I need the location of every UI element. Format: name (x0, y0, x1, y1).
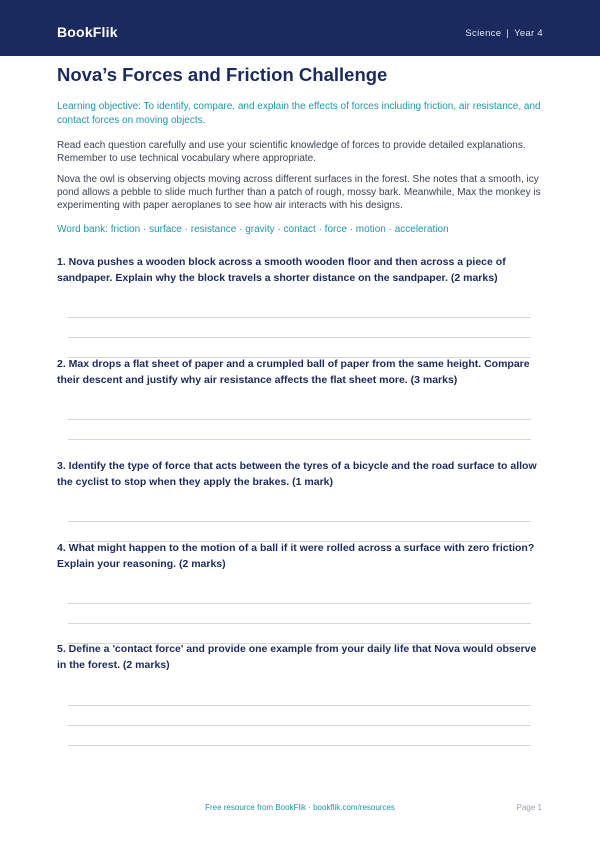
answer-line[interactable] (68, 439, 531, 440)
answer-line[interactable] (68, 725, 531, 726)
meta-separator: | (506, 28, 510, 39)
answer-line[interactable] (68, 623, 531, 624)
question-2: 2. Max drops a flat sheet of paper and a crumpled ball of paper from the same height. Compare their descent and justify why air resistance affects the flat sheet more. (3 marks) (57, 358, 530, 386)
subject-year-label (465, 28, 543, 39)
story-paragraph: Nova the owl is observing objects moving across different surfaces in the forest. She notes that a smooth, icy pond allows a pebble to slide much further than a patch of rough, mossy bark. Meanwhile, Max the monkey is experimenting with paper aeroplanes to see how air interacts with his designs. (57, 174, 541, 211)
word-bank: Word bank: friction · surface · resistance · gravity · contact · force · motion · acceleration (57, 224, 449, 235)
question-5: 5. Define a 'contact force' and provide one example from your daily life that Nova would observe in the forest. (2 marks) (57, 643, 537, 671)
answer-line[interactable] (68, 705, 531, 706)
worksheet-title: Nova’s Forces and Friction Challenge (57, 64, 388, 85)
question-3: 3. Identify the type of force that acts between the tyres of a bicycle and the road surface to allow the cyclist to stop when they apply the brakes. (1 mark) (57, 460, 537, 488)
brand-logo[interactable]: BookFlik (57, 24, 118, 40)
answer-line[interactable] (68, 745, 531, 746)
answer-line[interactable] (68, 337, 531, 338)
question-4: 4. What might happen to the motion of a ball if it were rolled across a surface with zero friction? Explain your reasoning. (2 marks) (57, 542, 535, 570)
question-1: 1. Nova pushes a wooden block across a smooth wooden floor and then across a piece of sandpaper. Explain why the block travels a shorter distance on the sandpaper. (2 marks) (57, 256, 506, 284)
instructions-paragraph: Read each question carefully and use your scientific knowledge of forces to provide detailed explanations. Remember to use technical vocabulary where appropriate. (57, 140, 526, 164)
answer-line[interactable] (68, 521, 531, 522)
answer-line[interactable] (68, 603, 531, 604)
answer-line[interactable] (68, 317, 531, 318)
year-label: Year 4 (514, 28, 543, 39)
answer-line[interactable] (68, 419, 531, 420)
learning-objective: Learning objective: To identify, compare, and explain the effects of forces including friction, air resistance, and contact forces on moving objects. (57, 101, 541, 126)
footer-resource-link[interactable]: Free resource from BookFlik · bookflik.com/resources (205, 803, 395, 812)
subject-label: Science (465, 28, 502, 39)
page-number: Page 1 (516, 803, 542, 812)
page-header (0, 0, 600, 56)
